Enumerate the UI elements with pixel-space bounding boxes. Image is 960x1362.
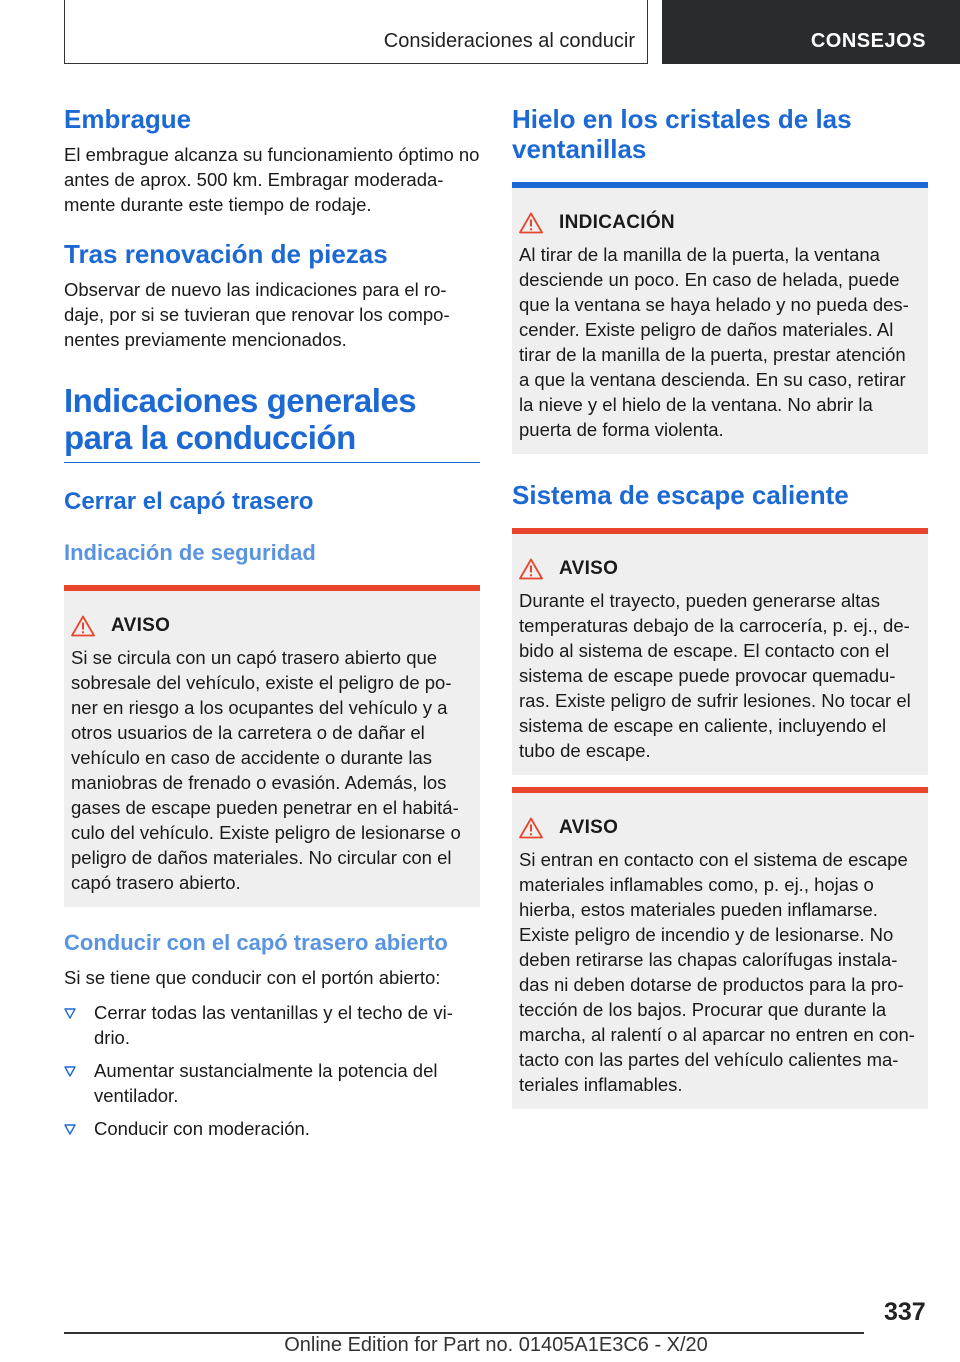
bullet-text: Cerrar todas las ventanillas y el techo de vi‐drio. [94, 1002, 453, 1048]
indicacion-box [512, 182, 928, 454]
page-number: 337 [884, 1298, 926, 1326]
seguridad-heading: Indicación de seguridad [64, 540, 316, 565]
main-heading-line2: para la conducción [64, 419, 356, 456]
footer-edition: Online Edition for Part no. 01405A1E3C6 - X/20 [284, 1334, 708, 1356]
bullet-triangle-icon [64, 1065, 76, 1077]
capo-heading: Cerrar el capó trasero [64, 488, 314, 515]
aviso-label: AVISO [559, 817, 619, 838]
header-section-title: Consideraciones al conducir [383, 30, 635, 52]
bullet-text: Conducir con moderación. [94, 1118, 310, 1139]
renovacion-heading: Tras renovación de piezas [64, 239, 388, 269]
right-column [512, 98, 928, 1109]
warning-bar [64, 585, 480, 591]
warning-bar [512, 787, 928, 793]
conducir-paragraph: Si se tiene que conducir con el portón abierto: [64, 967, 441, 988]
left-column [64, 98, 480, 1141]
hielo-heading: Hielo en los cristales de las ventanillas [512, 104, 852, 164]
aviso-label: AVISO [111, 615, 171, 636]
indicacion-text: Al tirar de la manilla de la puerta, la ventana desciende un poco. En caso de helada, puede que la ventana se haya helado y no pueda des‐cender. Existe peligro de daños materiales. Al tirar de la manilla de la puerta, prestar atención a que la ventana descienda. En su caso, retirar la nieve y el hielo de la ventana. No abrir la puerta de forma violenta. [519, 244, 909, 440]
bullet-triangle-icon [64, 1123, 76, 1135]
list-item [64, 1058, 480, 1108]
info-bar [512, 182, 928, 188]
aviso-text: Durante el trayecto, pueden generarse altas temperaturas debajo de la carrocería, p. ej., de‐bido al sistema de escape. El contacto con el sistema de escape puede provocar quemadu‐ras. Existe peligro de sufrir lesiones. No tocar el sistema de escape en caliente, incluyendo el tubo de escape. [519, 590, 911, 761]
aviso-box-escape-2 [512, 787, 928, 1109]
header-section-box [64, 0, 648, 64]
warning-triangle-icon [519, 817, 543, 839]
embrague-paragraph: El embrague alcanza su funcionamiento óptimo no antes de aprox. 500 km. Embragar moderada‐mente durante este tiempo de rodaje. [64, 144, 480, 215]
header-chapter-label: CONSEJOS [810, 30, 926, 52]
aviso-box-escape-1 [512, 528, 928, 775]
escape-heading: Sistema de escape caliente [512, 480, 849, 510]
indicacion-label: INDICACIÓN [559, 212, 675, 233]
main-heading-line1: Indicaciones generales [64, 382, 417, 419]
warning-triangle-icon [519, 212, 543, 234]
conducir-heading: Conducir con el capó trasero abierto [64, 930, 448, 955]
header-chapter-tab[interactable] [662, 0, 960, 64]
main-heading [64, 382, 480, 463]
aviso-text: Si se circula con un capó trasero abierto que sobresale del vehículo, existe el peligro de po‐ner en riesgo a los ocupantes del vehículo y a otros usuarios de la carretera o de dañar el vehículo en caso de accidente o durante las maniobras de frenado o evasión. Además, los gases de escape pueden penetrar en el habitá‐culo del vehículo. Existe peligro de lesionarse o peligro de daños materiales. No circular con el capó trasero abierto. [71, 647, 461, 893]
bullet-text: Aumentar sustancialmente la potencia del ventilador. [94, 1060, 438, 1106]
warning-triangle-icon [519, 558, 543, 580]
renovacion-paragraph: Observar de nuevo las indicaciones para el ro‐daje, por si se tuvieran que renovar los compo‐nentes previamente mencionados. [64, 279, 450, 350]
list-item [64, 1000, 480, 1050]
embrague-heading: Embrague [64, 104, 192, 134]
main-heading-wrap [64, 382, 480, 463]
list-item [64, 1116, 480, 1141]
aviso-label: AVISO [559, 558, 619, 579]
aviso-text: Si entran en contacto con el sistema de escape materiales inflamables como, p. ej., hojas o hierba, estos materiales pueden inflamarse. Existe peligro de incendio y de lesionarse. No deben retirarse las chapas calorífugas instala‐das ni deben dotarse de productos para la pro‐tección de los bajos. Procurar que durante la marcha, al ralentí o al aparcar no entren en con‐tacto con las partes del vehículo calientes ma‐teriales inflamables. [519, 849, 915, 1095]
warning-triangle-icon [71, 615, 95, 637]
bullet-triangle-icon [64, 1007, 76, 1019]
aviso-box-capo [64, 585, 480, 907]
warning-bar [512, 528, 928, 534]
